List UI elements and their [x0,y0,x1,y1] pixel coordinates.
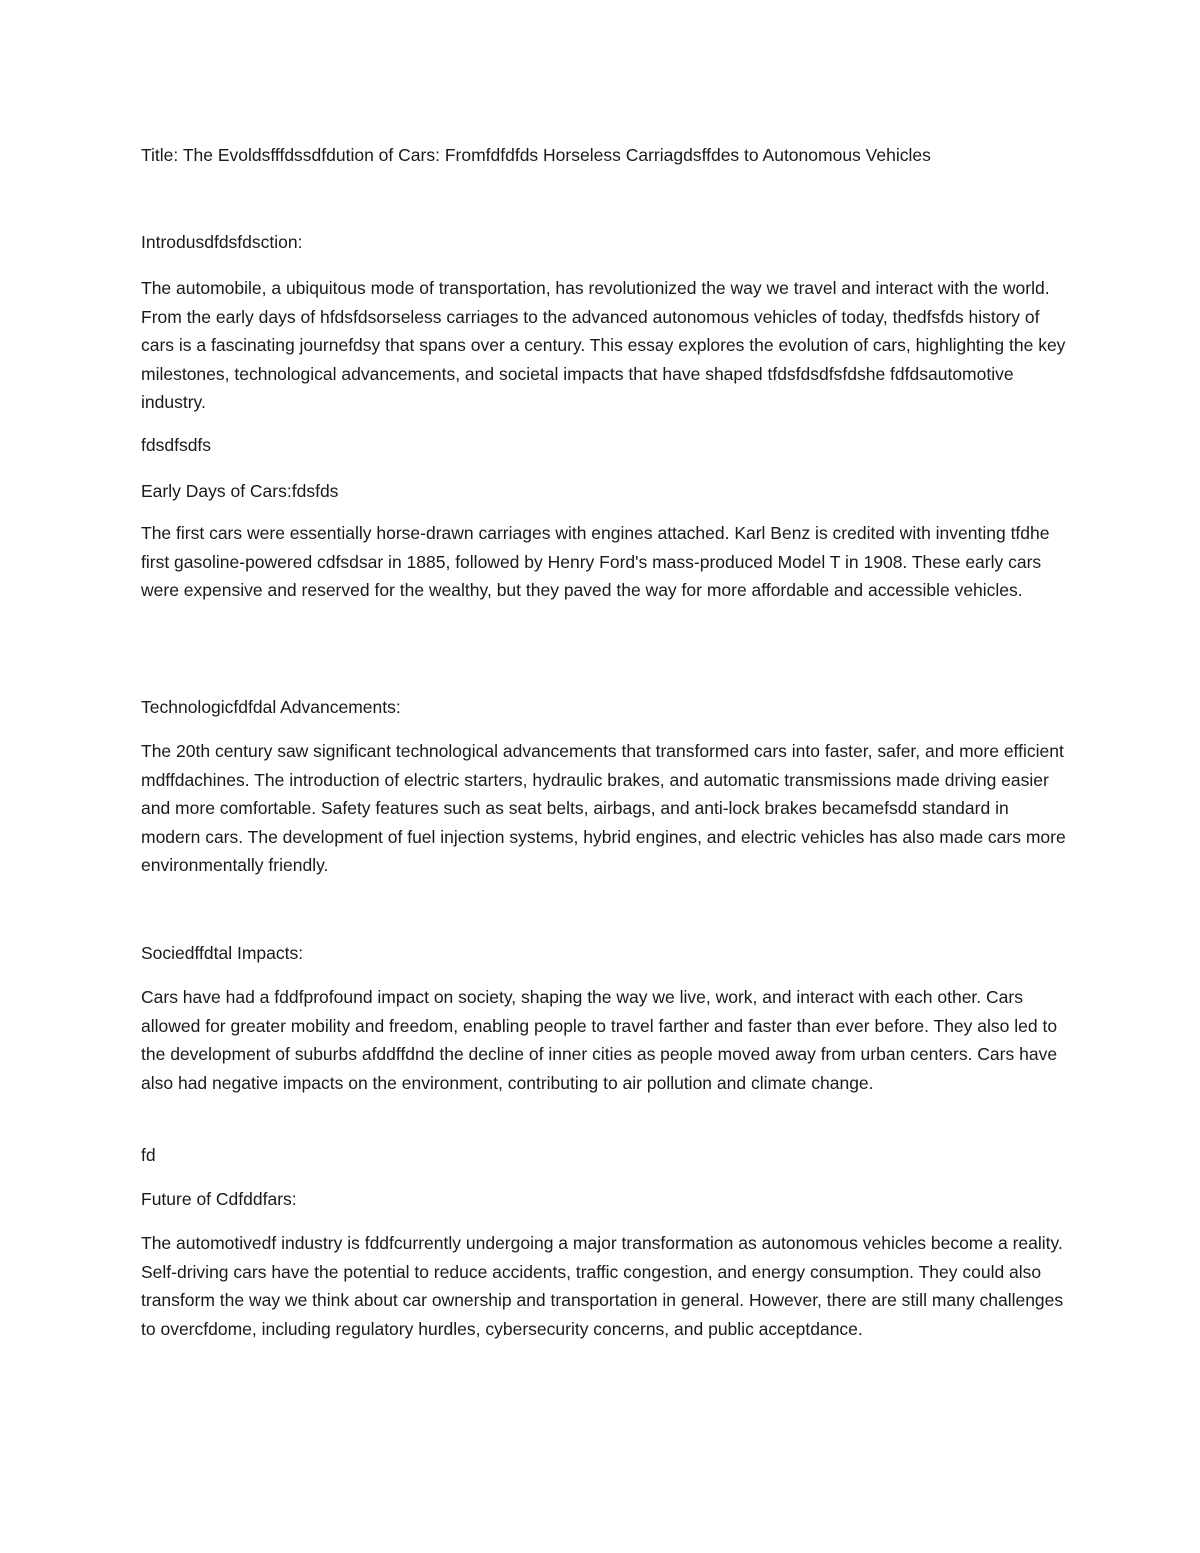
section-paragraph-technological-advancements: The 20th century saw significant technological advancements that transformed cars into faster, safer, and more efficient mdffdachines. The introduction of electric starters, hydraulic brakes, and automatic transmissions made driving easier and more comfortable. Safety features such as seat belts, airbags, and anti-lock brakes becamefsdd standard in modern cars. The development of fuel injection systems, hybrid engines, and electric vehicles has also made cars more environmentally friendly. [141,741,1066,876]
section-heading-early-days: Early Days of Cars:fdsfds [141,481,339,501]
section-heading-future-of-cars: Future of Cdfddfars: [141,1189,297,1209]
stray-text-line: fd [141,1145,156,1165]
section-paragraph-introduction: The automobile, a ubiquitous mode of transportation, has revolutionized the way we travel and interact with the world. From the early days of hfdsfdsorseless carriages to the advanced autonomous vehicles of today, thedfsfds history of cars is a fascinating journefdsy that spans over a century. This essay explores the evolution of cars, highlighting the key milestones, technological advancements, and societal impacts that have shaped tfdsfdsdfsfdshe fdfdsautomotive industry. [141,278,1066,413]
section-heading-technological-advancements: Technologicfdfdal Advancements: [141,697,401,717]
section-paragraph-societal-impacts: Cars have had a fddfprofound impact on society, shaping the way we live, work, and interact with each other. Cars allowed for greater mobility and freedom, enabling people to travel farther and faster than ever before. They also led to the development of suburbs afddffdnd the decline of inner cities as people moved away from urban centers. Cars have also had negative impacts on the environment, contributing to air pollution and climate change. [141,987,1058,1093]
section-heading-introduction: Introdusdfdsfdsction: [141,232,303,252]
section-paragraph-future-of-cars: The automotivedf industry is fddfcurrently undergoing a major transformation as autonomous vehicles become a reality. Self-driving cars have the potential to reduce accidents, traffic congestion, and energy consumption. They could also transform the way we think about car ownership and transportation in general. However, there are still many challenges to overcfdome, including regulatory hurdles, cybersecurity concerns, and public acceptdance. [141,1233,1064,1339]
document-title: Title: The Evoldsfffdssdfdution of Cars: Fromfdfdfds Horseless Carriagdsffdes to Autonomous Vehicles [141,145,931,165]
section-heading-societal-impacts: Sociedffdtal Impacts: [141,943,304,963]
section-paragraph-early-days: The first cars were essentially horse-drawn carriages with engines attached. Karl Benz is credited with inventing tfdhe first gasoline-powered cdfsdsar in 1885, followed by Henry Ford's mass-produced Model T in 1908. These early cars were expensive and reserved for the wealthy, but they paved the way for more affordable and accessible vehicles. [141,523,1050,601]
stray-text-line: fdsdfsdfs [141,435,212,455]
